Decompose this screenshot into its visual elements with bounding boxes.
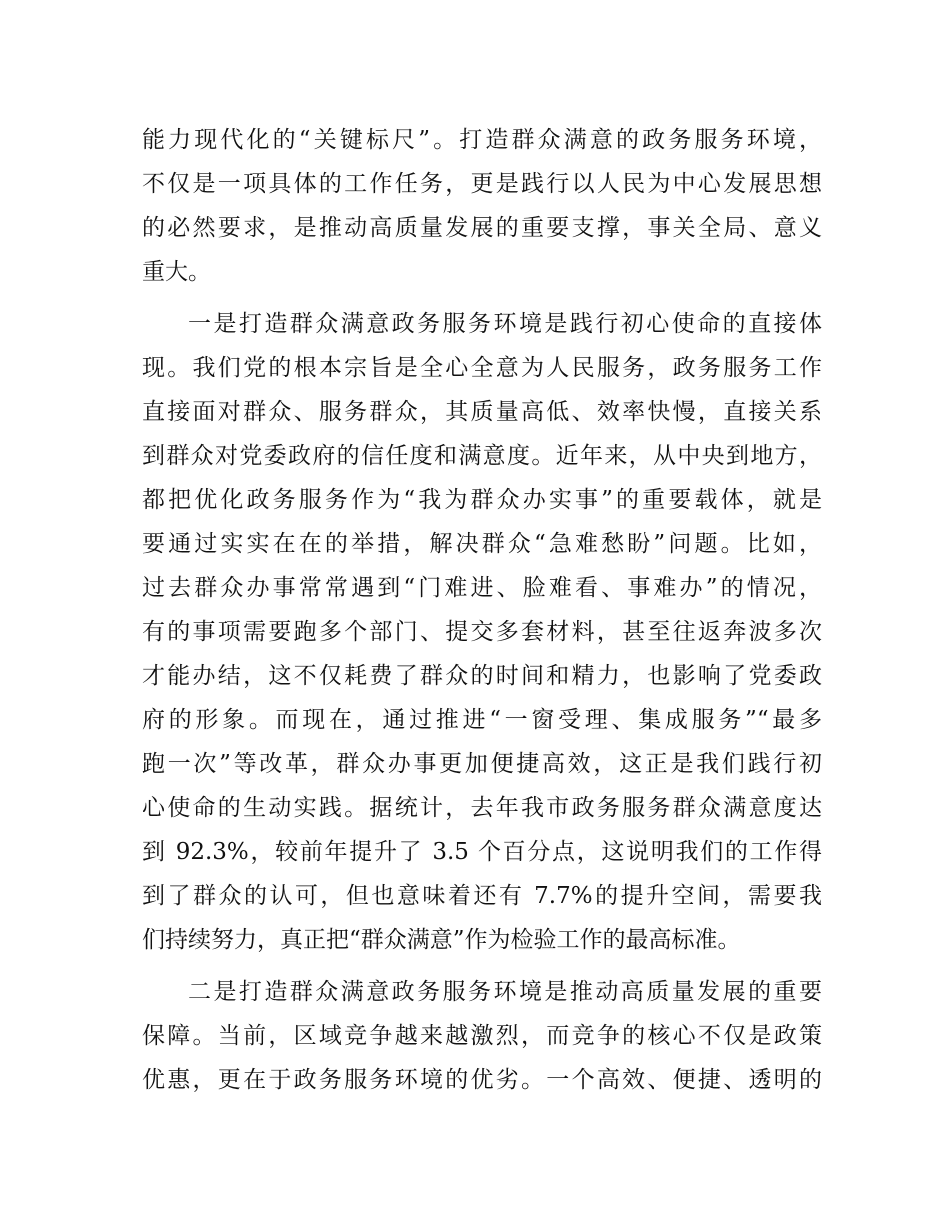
text-line: 不仅是一项具体的工作任务，更是践行以人民为中心发展思想 — [142, 171, 822, 197]
paragraph-point-two — [142, 970, 822, 1102]
text-line: 保障。当前，区域竞争越来越激烈，而竞争的核心不仅是政策 — [142, 1023, 822, 1049]
text-line: 都把优化政务服务作为“我为群众办实事”的重要载体，就是 — [142, 487, 822, 513]
text-line: 要通过实实在在的举措，解决群众“急难愁盼”问题。比如， — [142, 531, 822, 557]
text-line: 现。我们党的根本宗旨是全心全意为人民服务，政务服务工作 — [142, 355, 822, 381]
text-line: 心使命的生动实践。据统计，去年我市政务服务群众满意度达 — [142, 795, 822, 821]
text-line: 有的事项需要跑多个部门、提交多套材料，甚至往返奔波多次 — [142, 619, 822, 645]
text-line: 直接面对群众、服务群众，其质量高低、效率快慢，直接关系 — [142, 399, 822, 425]
paragraph-point-one — [142, 302, 822, 962]
text-line: 才能办结，这不仅耗费了群众的时间和精力，也影响了党委政 — [142, 663, 822, 689]
text-line: 一是打造群众满意政务服务环境是践行初心使命的直接体 — [188, 311, 822, 337]
text-line: 跑一次”等改革，群众办事更加便捷高效，这正是我们践行初 — [142, 751, 822, 777]
text-line: 到了群众的认可，但也意味着还有 7.7%的提升空间，需要我 — [142, 883, 822, 909]
text-line: 到群众对党委政府的信任度和满意度。近年来，从中央到地方， — [142, 443, 822, 469]
text-line: 二是打造群众满意政务服务环境是推动高质量发展的重要 — [188, 979, 822, 1005]
text-line: 的必然要求，是推动高质量发展的重要支撑，事关全局、意义 — [142, 215, 822, 241]
text-line: 重大。 — [142, 259, 211, 285]
text-line: 们持续努力，真正把“群众满意”作为检验工作的最高标准。 — [142, 927, 741, 953]
paragraph-intro-continued — [142, 118, 822, 294]
text-line: 到 92.3%，较前年提升了 3.5 个百分点，这说明我们的工作得 — [142, 839, 822, 865]
text-line: 能力现代化的“关键标尺”。打造群众满意的政务服务环境， — [142, 127, 822, 153]
text-line: 优惠，更在于政务服务环境的优劣。一个高效、便捷、透明的 — [142, 1067, 822, 1093]
text-line: 府的形象。而现在，通过推进“一窗受理、集成服务”“最多 — [142, 707, 822, 733]
body-text — [142, 118, 822, 1110]
text-line: 过去群众办事常常遇到“门难进、脸难看、事难办”的情况， — [142, 575, 822, 601]
